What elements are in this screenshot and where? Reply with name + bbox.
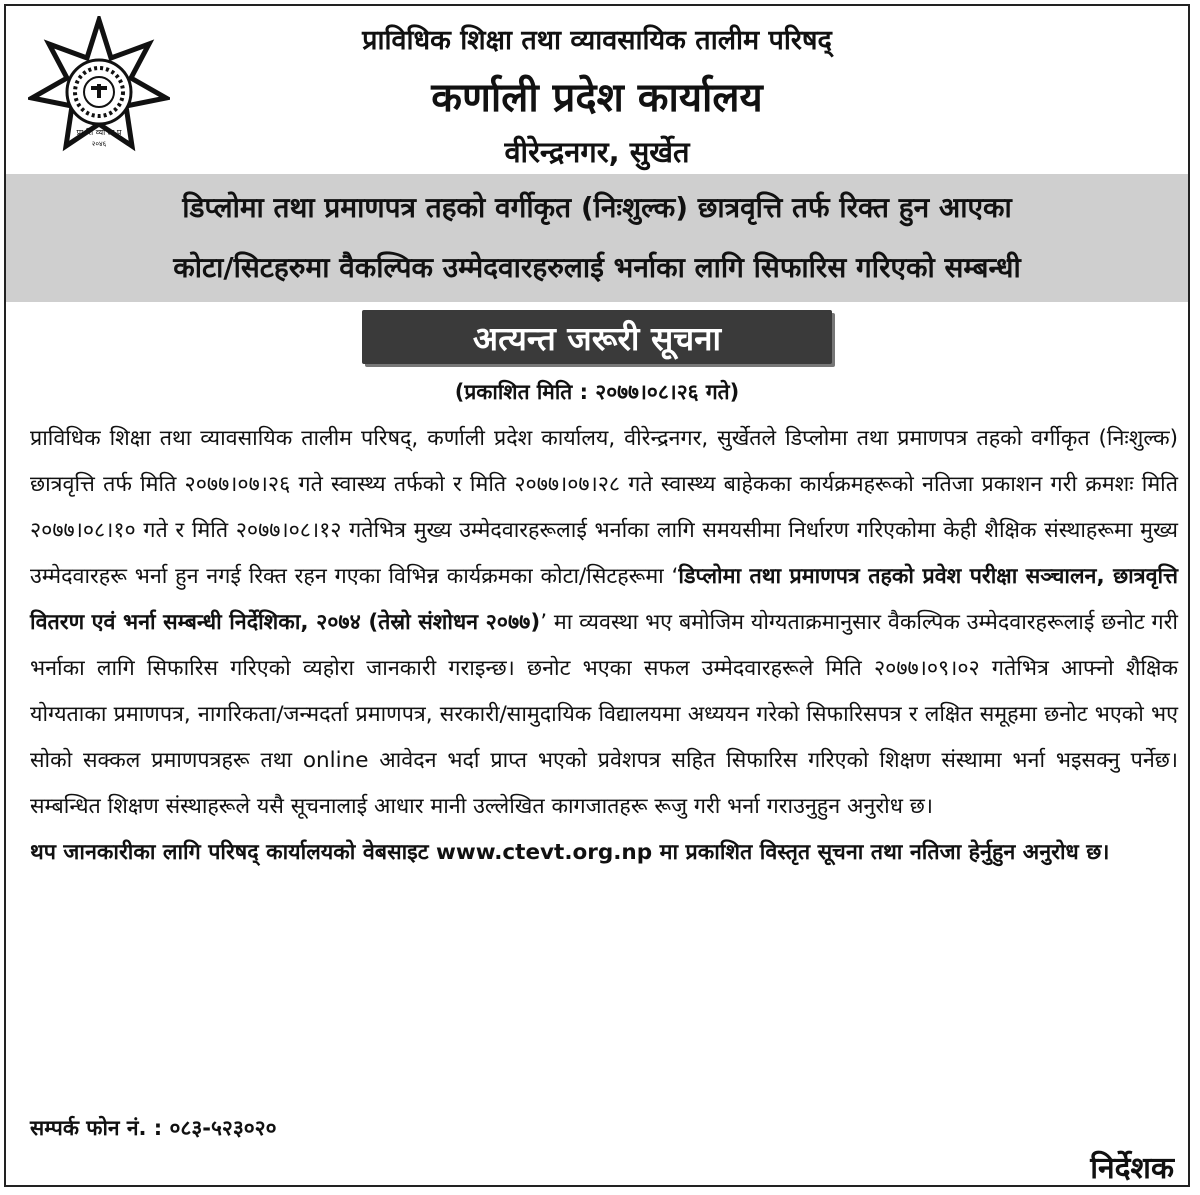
body-paragraph [30,416,1178,830]
subject-band [6,174,1188,302]
urgent-notice-banner: अत्यन्त जरूरी सूचना [362,310,832,364]
council-name: प्राविधिक शिक्षा तथा व्यावसायिक तालीम परिषद् [362,25,832,56]
body-part-2: ’ मा व्यवस्था भए बमोजिम योग्यताक्रमानुसार वैकल्पिक उम्मेदवारहरूलाई छनोट गरी भर्नाका लागि सिफारिस गरिएको व्यहोरा जानकारी गराइन्छ। छनोट भएका सफल उम्मेदवारहरूले मिति २०७७।०९।०२ गतेभित्र आफ्नो शैक्षिक योग्यताका प्रमाणपत्र, नागरिकता/जन्मदर्ता प्रमाणपत्र, सरकारी/सामुदायिक विद्यालयमा अध्ययन गरेको सिफारिसपत्र र लक्षित समूहमा छनोट भएको भए सोको सक्कल प्रमाणपत्रहरू तथा online आवेदन भर्दा प्राप्त भएको प्रवेशपत्र सहित सिफारिस गरिएको शिक्षण संस्थामा भर्ना भइसक्नु पर्नेछ। सम्बन्धित शिक्षण संस्थाहरूले यसै सूचनालाई आधार मानी उल्लेखित कागजातहरू रूजु गरी भर्ना गराउनुहुन अनुरोध छ। [30,610,1178,819]
emblem-text: प्रा शि व्या ता प [76,128,122,137]
directive-reference: डिप्लोमा तथा प्रमाणपत्र तहको प्रवेश परीक्षा सञ्चालन, छात्रवृत्ति वितरण एवं भर्ना सम्बन्धी निर्देशिका, २०७४ (तेस्रो संशोधन २०७७) [30,564,1178,635]
published-date: (प्रकाशित मिति : २०७७।०८।२६ गते) [454,380,740,404]
notice-document [4,4,1190,1187]
signature-director: निर्देशक [1090,1151,1174,1186]
emblem-year: २०४६ [91,140,107,148]
body-part-1: प्राविधिक शिक्षा तथा व्यावसायिक तालीम परिषद्, कर्णाली प्रदेश कार्यालय, वीरेन्द्रनगर, सुर्खेतले डिप्लोमा तथा प्रमाणपत्र तहको वर्गीकृत (निःशुल्क) छात्रवृत्ति तर्फ मिति २०७७।०७।२६ गते स्वास्थ्य तर्फको र मिति २०७७।०७।२८ गते स्वास्थ्य बाहेकका कार्यक्रमहरूको नतिजा प्रकाशन गरी क्रमशः मिति २०७७।०८।१० गते र मिति २०७७।०८।१२ गतेभित्र मुख्य उम्मेदवारहरूलाई भर्नाका लागि समयसीमा निर्धारण गरिएकोमा केही शैक्षिक संस्थाहरूमा मुख्य उम्मेदवारहरू भर्ना हुन नगई रिक्त रहन गएका विभिन्न कार्यक्रमका कोटा/सिटहरूमा ‘ [30,426,1178,589]
subject-line-1: डिप्लोमा तथा प्रमाणपत्र तहको वर्गीकृत (निःशुल्क) छात्रवृत्ति तर्फ रिक्त हुन आएका [182,191,1012,224]
subject-line-2: कोटा/सिटहरुमा वैकल्पिक उम्मेदवारहरुलाई भर्नाका लागि सिफारिस गरिएको सम्बन्धी [173,251,1021,284]
office-name: कर्णाली प्रदेश कार्यालय [431,75,763,121]
contact-phone: सम्पर्क फोन नं. : ०८३-५२३०२० [30,1116,277,1140]
notice-body [30,416,1178,876]
more-info-paragraph: थप जानकारीका लागि परिषद् कार्यालयको वेबसाइट www.ctevt.org.np मा प्रकाशित विस्तृत सूचना तथा नतिजा हेर्नुहुन अनुरोध छ। [30,840,1110,865]
office-location: वीरेन्द्रनगर, सुर्खेत [504,135,690,169]
